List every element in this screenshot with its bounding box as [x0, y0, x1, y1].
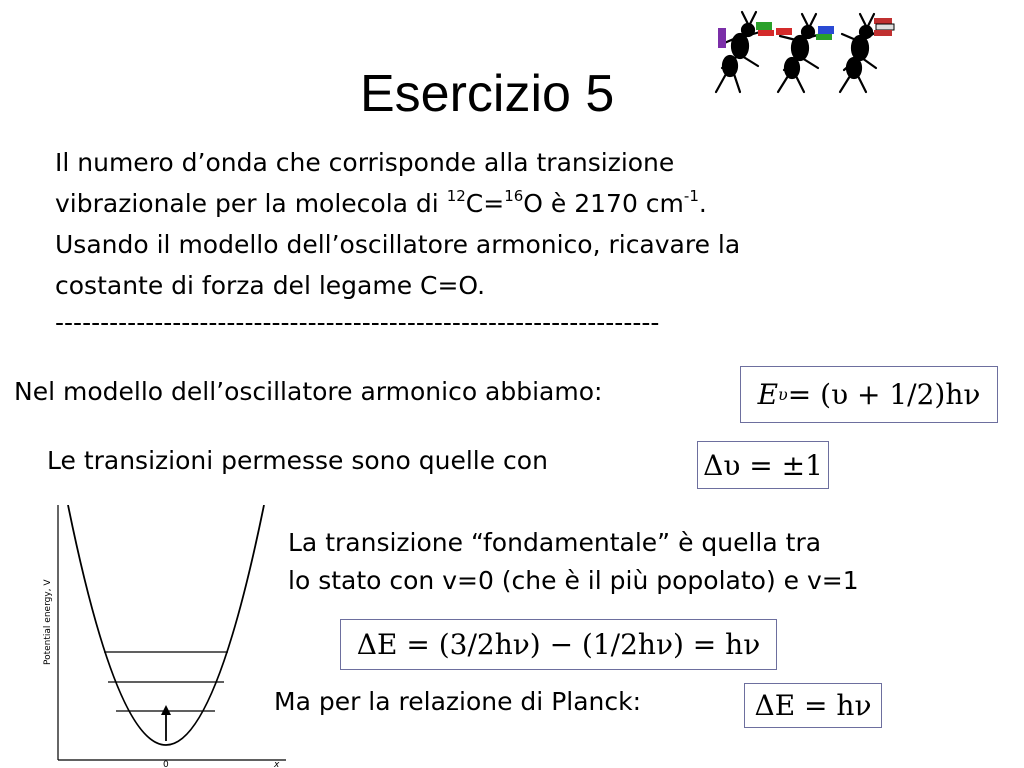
delta-e-formula: ΔE = (3/2hν) − (1/2hν) = hν	[340, 619, 777, 670]
planck-statement: Ma per la relazione di Planck:	[274, 687, 642, 716]
slide-title: Esercizio 5	[360, 65, 615, 123]
model-statement: Nel modello dell’oscillatore armonico abbiamo:	[14, 377, 603, 406]
y-axis-label: Potential energy, V	[43, 579, 53, 665]
energy-formula: E υ = (υ + 1/2)hν	[740, 366, 998, 423]
ants-clipart	[700, 8, 900, 96]
planck-formula: ΔE = hν	[744, 683, 882, 728]
problem-line-2: vibrazionale per la molecola di $^{12}$C=$^{16}$O è 2170 $cm^{-1}$.	[55, 187, 707, 218]
transition-arrow-head	[161, 705, 171, 715]
problem-statement	[55, 142, 935, 306]
selection-rule-formula: Δυ = ±1	[697, 441, 829, 489]
problem-line-4: costante di forza del legame C=O.	[55, 271, 486, 300]
x-axis-label: x	[274, 760, 280, 768]
fundamental-line-1: La transizione “fondamentale” è quella tra	[288, 528, 822, 557]
origin-label: 0	[163, 760, 169, 768]
problem-line-3: Usando il modello dell’oscillatore armonico, ricavare la	[55, 230, 741, 259]
separator-line: -------------------------------------------------------------------	[55, 308, 660, 337]
selection-statement: Le transizioni permesse sono quelle con	[47, 446, 548, 475]
potential-energy-diagram	[38, 505, 288, 768]
fundamental-line-2: lo stato con v=0 (che è il più popolato) e v=1	[288, 566, 859, 595]
problem-line-1: Il numero d’onda che corrisponde alla transizione	[55, 148, 675, 177]
